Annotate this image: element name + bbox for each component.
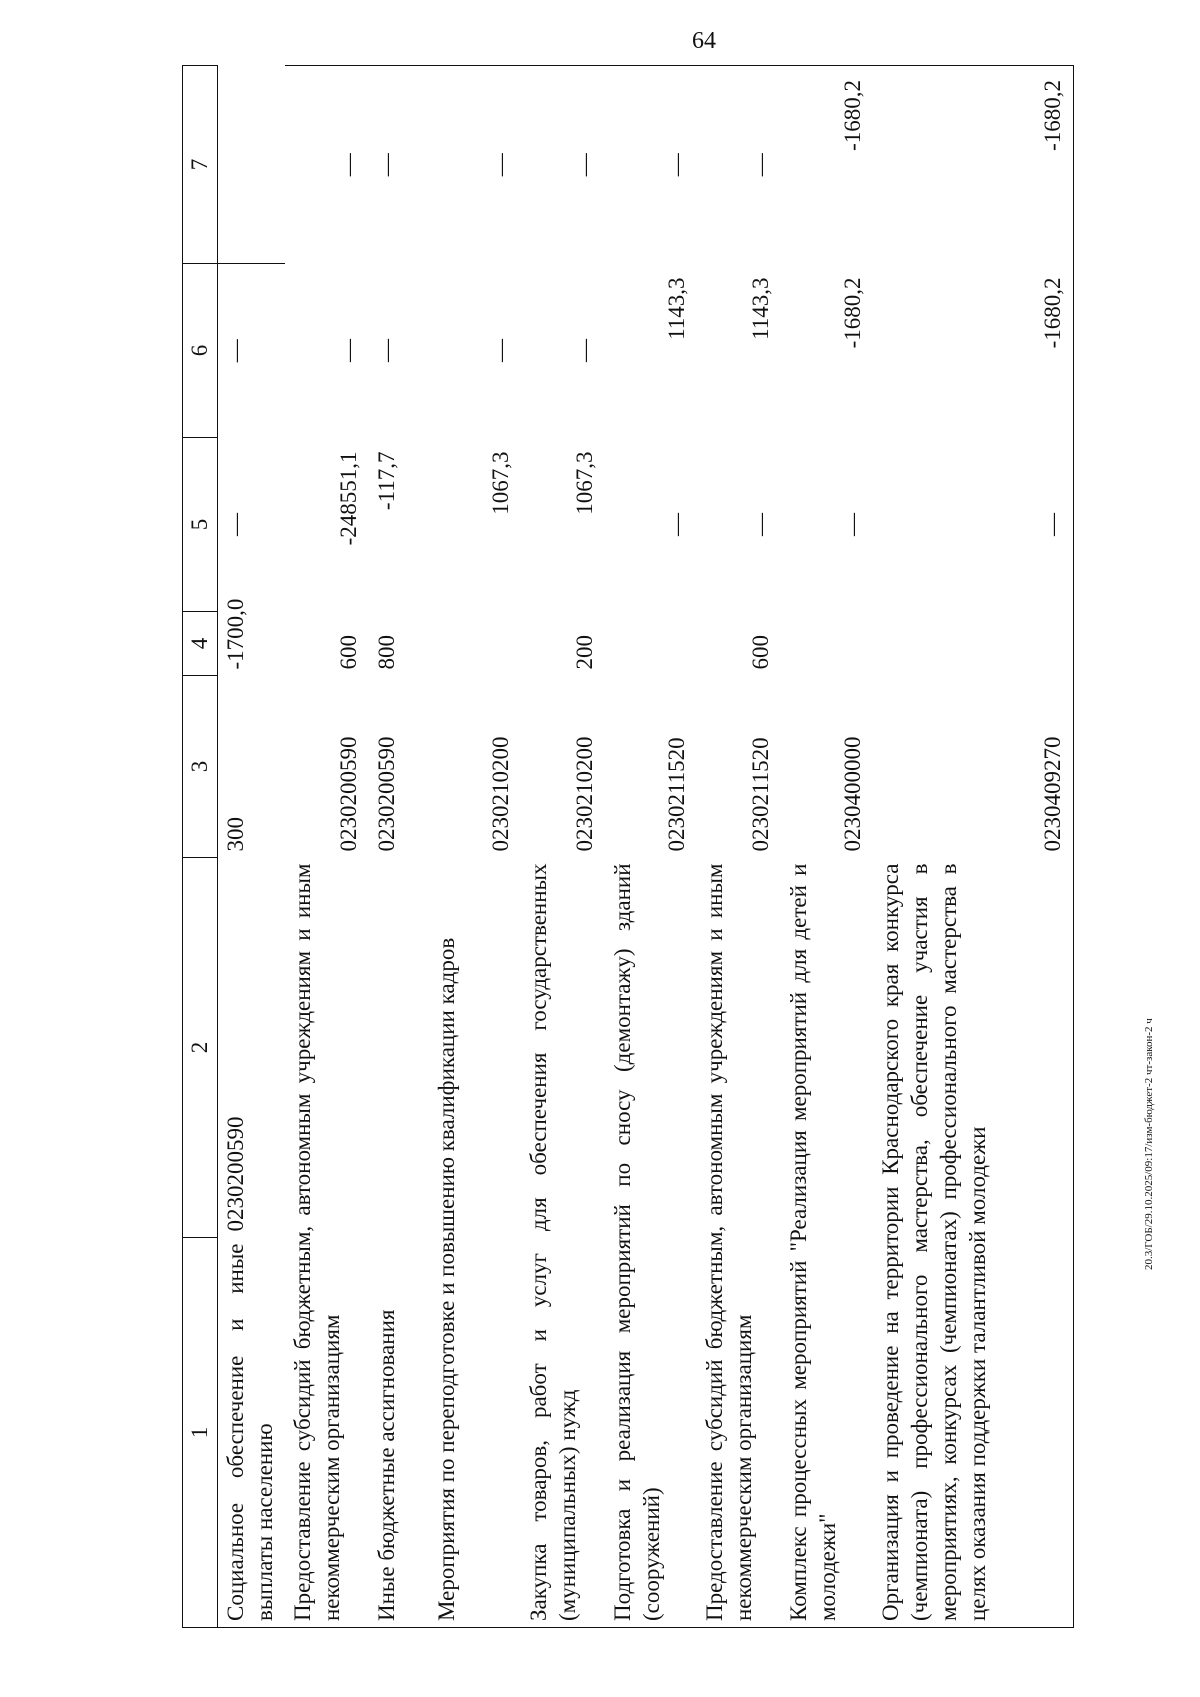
- budget-table: [182, 65, 1074, 1628]
- row-type: 600: [336, 635, 361, 670]
- table-row: [605, 66, 697, 1628]
- row-type: [429, 612, 521, 676]
- column-header: 3: [183, 676, 218, 858]
- row-amount-col7: —: [697, 66, 781, 264]
- row-code: 0230211520: [664, 737, 689, 852]
- row-amount-col6: —: [336, 339, 361, 362]
- table-row: [285, 66, 369, 1628]
- row-type: [873, 612, 1073, 676]
- row-amount-col7: —: [429, 66, 521, 264]
- table-row: [218, 66, 286, 1628]
- row-code: 0230400000: [840, 736, 865, 852]
- column-header: 2: [183, 858, 218, 1238]
- row-type: 300: [223, 817, 248, 852]
- column-header: 5: [183, 438, 218, 612]
- row-amount-col5: 1067,3: [488, 451, 513, 515]
- row-code: 0230200590: [223, 1116, 248, 1232]
- row-code: 0230210200: [572, 736, 597, 852]
- column-header: 6: [183, 264, 218, 438]
- row-name: Иные бюджетные ассигнования: [369, 858, 429, 1628]
- row-name: Предоставление субсидий бюджетным, автономным учреждениям и иным некоммерческим организациям: [697, 858, 781, 1628]
- row-type: [781, 612, 873, 676]
- row-amount-col6: -1680,2: [873, 264, 1073, 438]
- row-name: Социальное обеспечение и иные выплаты населению: [218, 1238, 286, 1628]
- row-amount-col5: -1700,0: [223, 598, 248, 670]
- row-amount-col6: —: [374, 339, 399, 362]
- row-type: [605, 612, 697, 676]
- document-footer-code: 20.3/ГОБ/29.10.2025/09:17/изм-бюджет-2 чт-закон-2 ч: [1143, 1018, 1155, 1270]
- table-row: [781, 66, 873, 1628]
- column-header: 7: [183, 66, 218, 264]
- row-code: 0230200590: [374, 736, 399, 852]
- row-amount-col7: —: [369, 66, 429, 264]
- row-amount-col5: -117,7: [374, 451, 399, 511]
- row-type: 600: [748, 635, 773, 670]
- row-amount-col6: 1143,3: [664, 277, 689, 340]
- row-amount-col5: 1067,3: [572, 451, 597, 515]
- column-header: 4: [183, 612, 218, 676]
- table-row: [873, 66, 1073, 1628]
- table-row: [697, 66, 781, 1628]
- table-header: [183, 66, 218, 1628]
- row-type: 800: [374, 635, 399, 670]
- row-amount-col5: —: [664, 513, 689, 536]
- row-name: Подготовка и реализация мероприятий по сносу (демонтажу) зданий (сооружений): [605, 858, 697, 1628]
- row-code: 0230210200: [488, 736, 513, 852]
- row-name: Закупка товаров, работ и услуг для обеспечения государственных (муниципальных) нужд: [521, 858, 605, 1628]
- table-row: [429, 66, 521, 1628]
- budget-table-container: [182, 66, 1085, 1628]
- row-amount-col5: —: [840, 513, 865, 536]
- row-name: Комплекс процессных мероприятий "Реализация мероприятий для детей и молодежи": [781, 858, 873, 1628]
- row-code: 0230409270: [873, 676, 1073, 858]
- row-amount-col5: —: [873, 438, 1073, 612]
- column-header: 1: [183, 1238, 218, 1628]
- row-amount-col7: —: [218, 264, 286, 438]
- row-amount-col5: —: [748, 513, 773, 536]
- row-amount-col5: -248551,1: [336, 451, 361, 546]
- page-number: 64: [692, 28, 716, 54]
- row-amount-col7: —: [605, 66, 697, 264]
- table-body: [218, 66, 1074, 1628]
- table-row: [369, 66, 429, 1628]
- row-name: Мероприятия по переподготовке и повышению квалификации кадров: [429, 858, 521, 1628]
- row-amount-col6: -1680,2: [840, 277, 865, 349]
- row-amount-col7: —: [285, 66, 369, 264]
- row-amount-col6: —: [223, 513, 248, 536]
- table-row: [521, 66, 605, 1628]
- row-amount-col7: —: [521, 66, 605, 264]
- row-amount-col6: 1143,3: [748, 277, 773, 340]
- row-name: Предоставление субсидий бюджетным, автономным учреждениям и иным некоммерческим организациям: [285, 858, 369, 1628]
- row-amount-col6: —: [488, 339, 513, 362]
- row-code: 0230200590: [336, 736, 361, 852]
- row-amount-col6: —: [572, 339, 597, 362]
- row-amount-col7: -1680,2: [873, 66, 1073, 264]
- row-type: 200: [572, 635, 597, 670]
- row-amount-col7: -1680,2: [781, 66, 873, 264]
- row-code: 0230211520: [748, 737, 773, 852]
- row-name: Организация и проведение на территории Краснодарского края конкурса (чемпионата) профессионального мастерства, обеспечение участия в мероприятиях, конкурсах (чемпионатах) профессионального мастерства в целях оказания поддержки талантливой молодежи: [873, 858, 1073, 1628]
